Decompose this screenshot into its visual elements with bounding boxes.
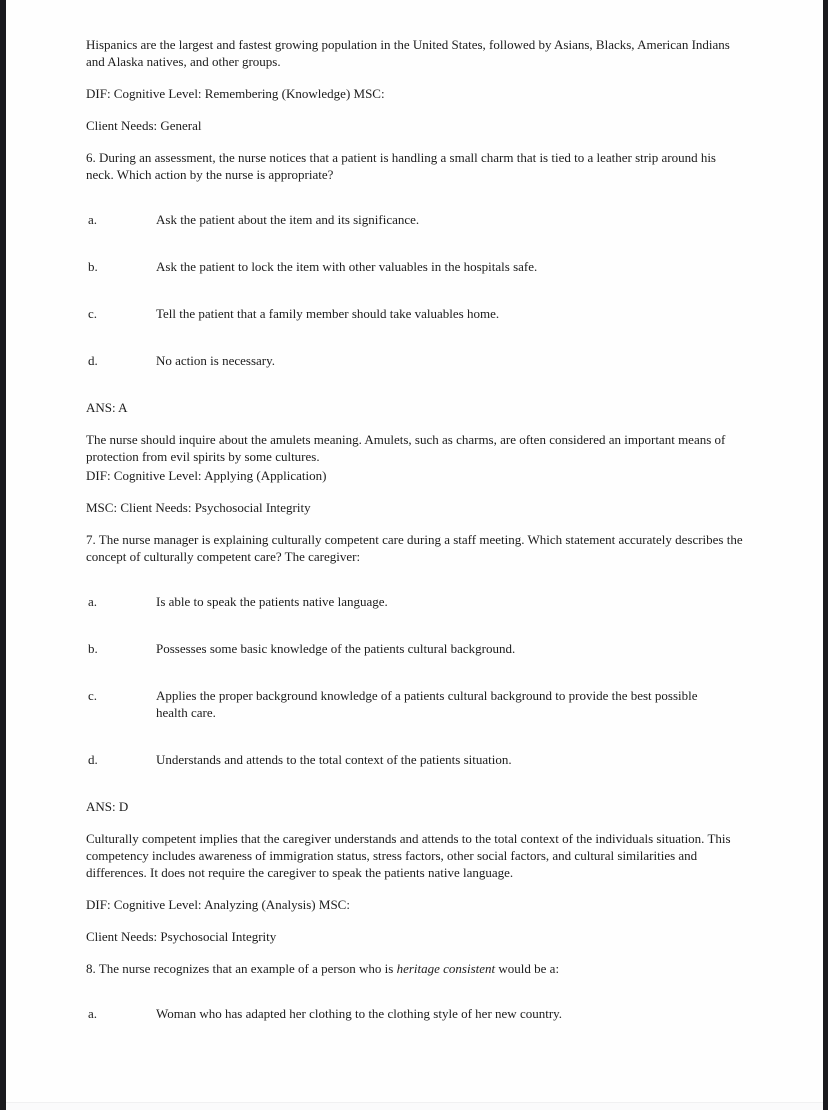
option-letter: c. — [88, 688, 98, 703]
option-text: Understands and attends to the total context of the patients situation. — [156, 752, 512, 767]
question-7-option-d — [86, 751, 746, 768]
question-8-stem — [86, 960, 746, 977]
option-text: Is able to speak the patients native language. — [156, 594, 388, 609]
option-letter: d. — [88, 752, 98, 767]
option-text: Applies the proper background knowledge of a patients cultural background to provide the best possible health care. — [156, 688, 698, 720]
option-letter: b. — [88, 259, 98, 274]
document-page — [6, 0, 823, 1110]
option-letter: a. — [88, 212, 98, 227]
question-7-option-c — [86, 687, 746, 721]
option-letter: c. — [88, 306, 98, 321]
question-7-dif-line: DIF: Cognitive Level: Analyzing (Analysis) MSC: — [86, 897, 350, 912]
question-6-answer: ANS: A — [86, 400, 128, 415]
question-6-option-d — [86, 352, 746, 369]
question-8-options — [86, 1005, 746, 1022]
question-8-stem-italic-phrase: heritage consistent — [396, 961, 496, 976]
option-letter: a. — [88, 594, 98, 609]
question-7-rationale: Culturally competent implies that the caregiver understands and attends to the total context of the individuals situation. This competency includes awareness of immigration status, stress factors, other social factors, and cultural similarities and differences. It does not require the caregiver to speak the patients native language. — [86, 831, 731, 880]
question-6-stem: 6. During an assessment, the nurse notices that a patient is handling a small charm that is tied to a leather strip around his neck. Which action by the nurse is appropriate? — [86, 150, 716, 182]
intro-dif-line: DIF: Cognitive Level: Remembering (Knowledge) MSC: — [86, 86, 385, 101]
question-7-answer: ANS: D — [86, 799, 129, 814]
question-6-option-c — [86, 305, 746, 322]
question-7-options — [86, 593, 746, 768]
option-text: Tell the patient that a family member should take valuables home. — [156, 306, 500, 321]
option-text: Ask the patient about the item and its significance. — [156, 212, 420, 227]
question-7-option-a — [86, 593, 746, 610]
option-letter: d. — [88, 353, 98, 368]
question-6-dif-line: DIF: Cognitive Level: Applying (Application) — [86, 468, 327, 483]
question-8-stem-suffix: would be a: — [495, 961, 560, 976]
document-content — [6, 0, 746, 1022]
question-8-stem-prefix: 8. The nurse recognizes that an example of a person who is — [86, 961, 397, 976]
option-text: Ask the patient to lock the item with other valuables in the hospitals safe. — [156, 259, 538, 274]
question-6-rationale: The nurse should inquire about the amulets meaning. Amulets, such as charms, are often considered an important means of protection from evil spirits by some cultures. — [86, 432, 726, 464]
question-8-option-a — [86, 1005, 746, 1022]
option-letter: a. — [88, 1006, 98, 1021]
option-letter: b. — [88, 641, 98, 656]
option-text: Woman who has adapted her clothing to the clothing style of her new country. — [156, 1006, 563, 1021]
intro-paragraph: Hispanics are the largest and fastest growing population in the United States, followed by Asians, Blacks, American Indians and Alaska natives, and other groups. — [86, 37, 730, 69]
option-text: No action is necessary. — [156, 353, 276, 368]
question-6-option-a — [86, 211, 746, 228]
question-6-options — [86, 211, 746, 369]
page-bottom-strip — [6, 1102, 823, 1110]
question-6-option-b — [86, 258, 746, 275]
question-6-msc-line: MSC: Client Needs: Psychosocial Integrity — [86, 500, 311, 515]
question-7-client-needs-line: Client Needs: Psychosocial Integrity — [86, 929, 277, 944]
question-7-option-b — [86, 640, 746, 657]
question-7-stem: 7. The nurse manager is explaining culturally competent care during a staff meeting. Which statement accurately describes the concept of culturally competent care? The caregiver: — [86, 532, 743, 564]
option-text: Possesses some basic knowledge of the patients cultural background. — [156, 641, 516, 656]
intro-client-needs-line: Client Needs: General — [86, 118, 202, 133]
